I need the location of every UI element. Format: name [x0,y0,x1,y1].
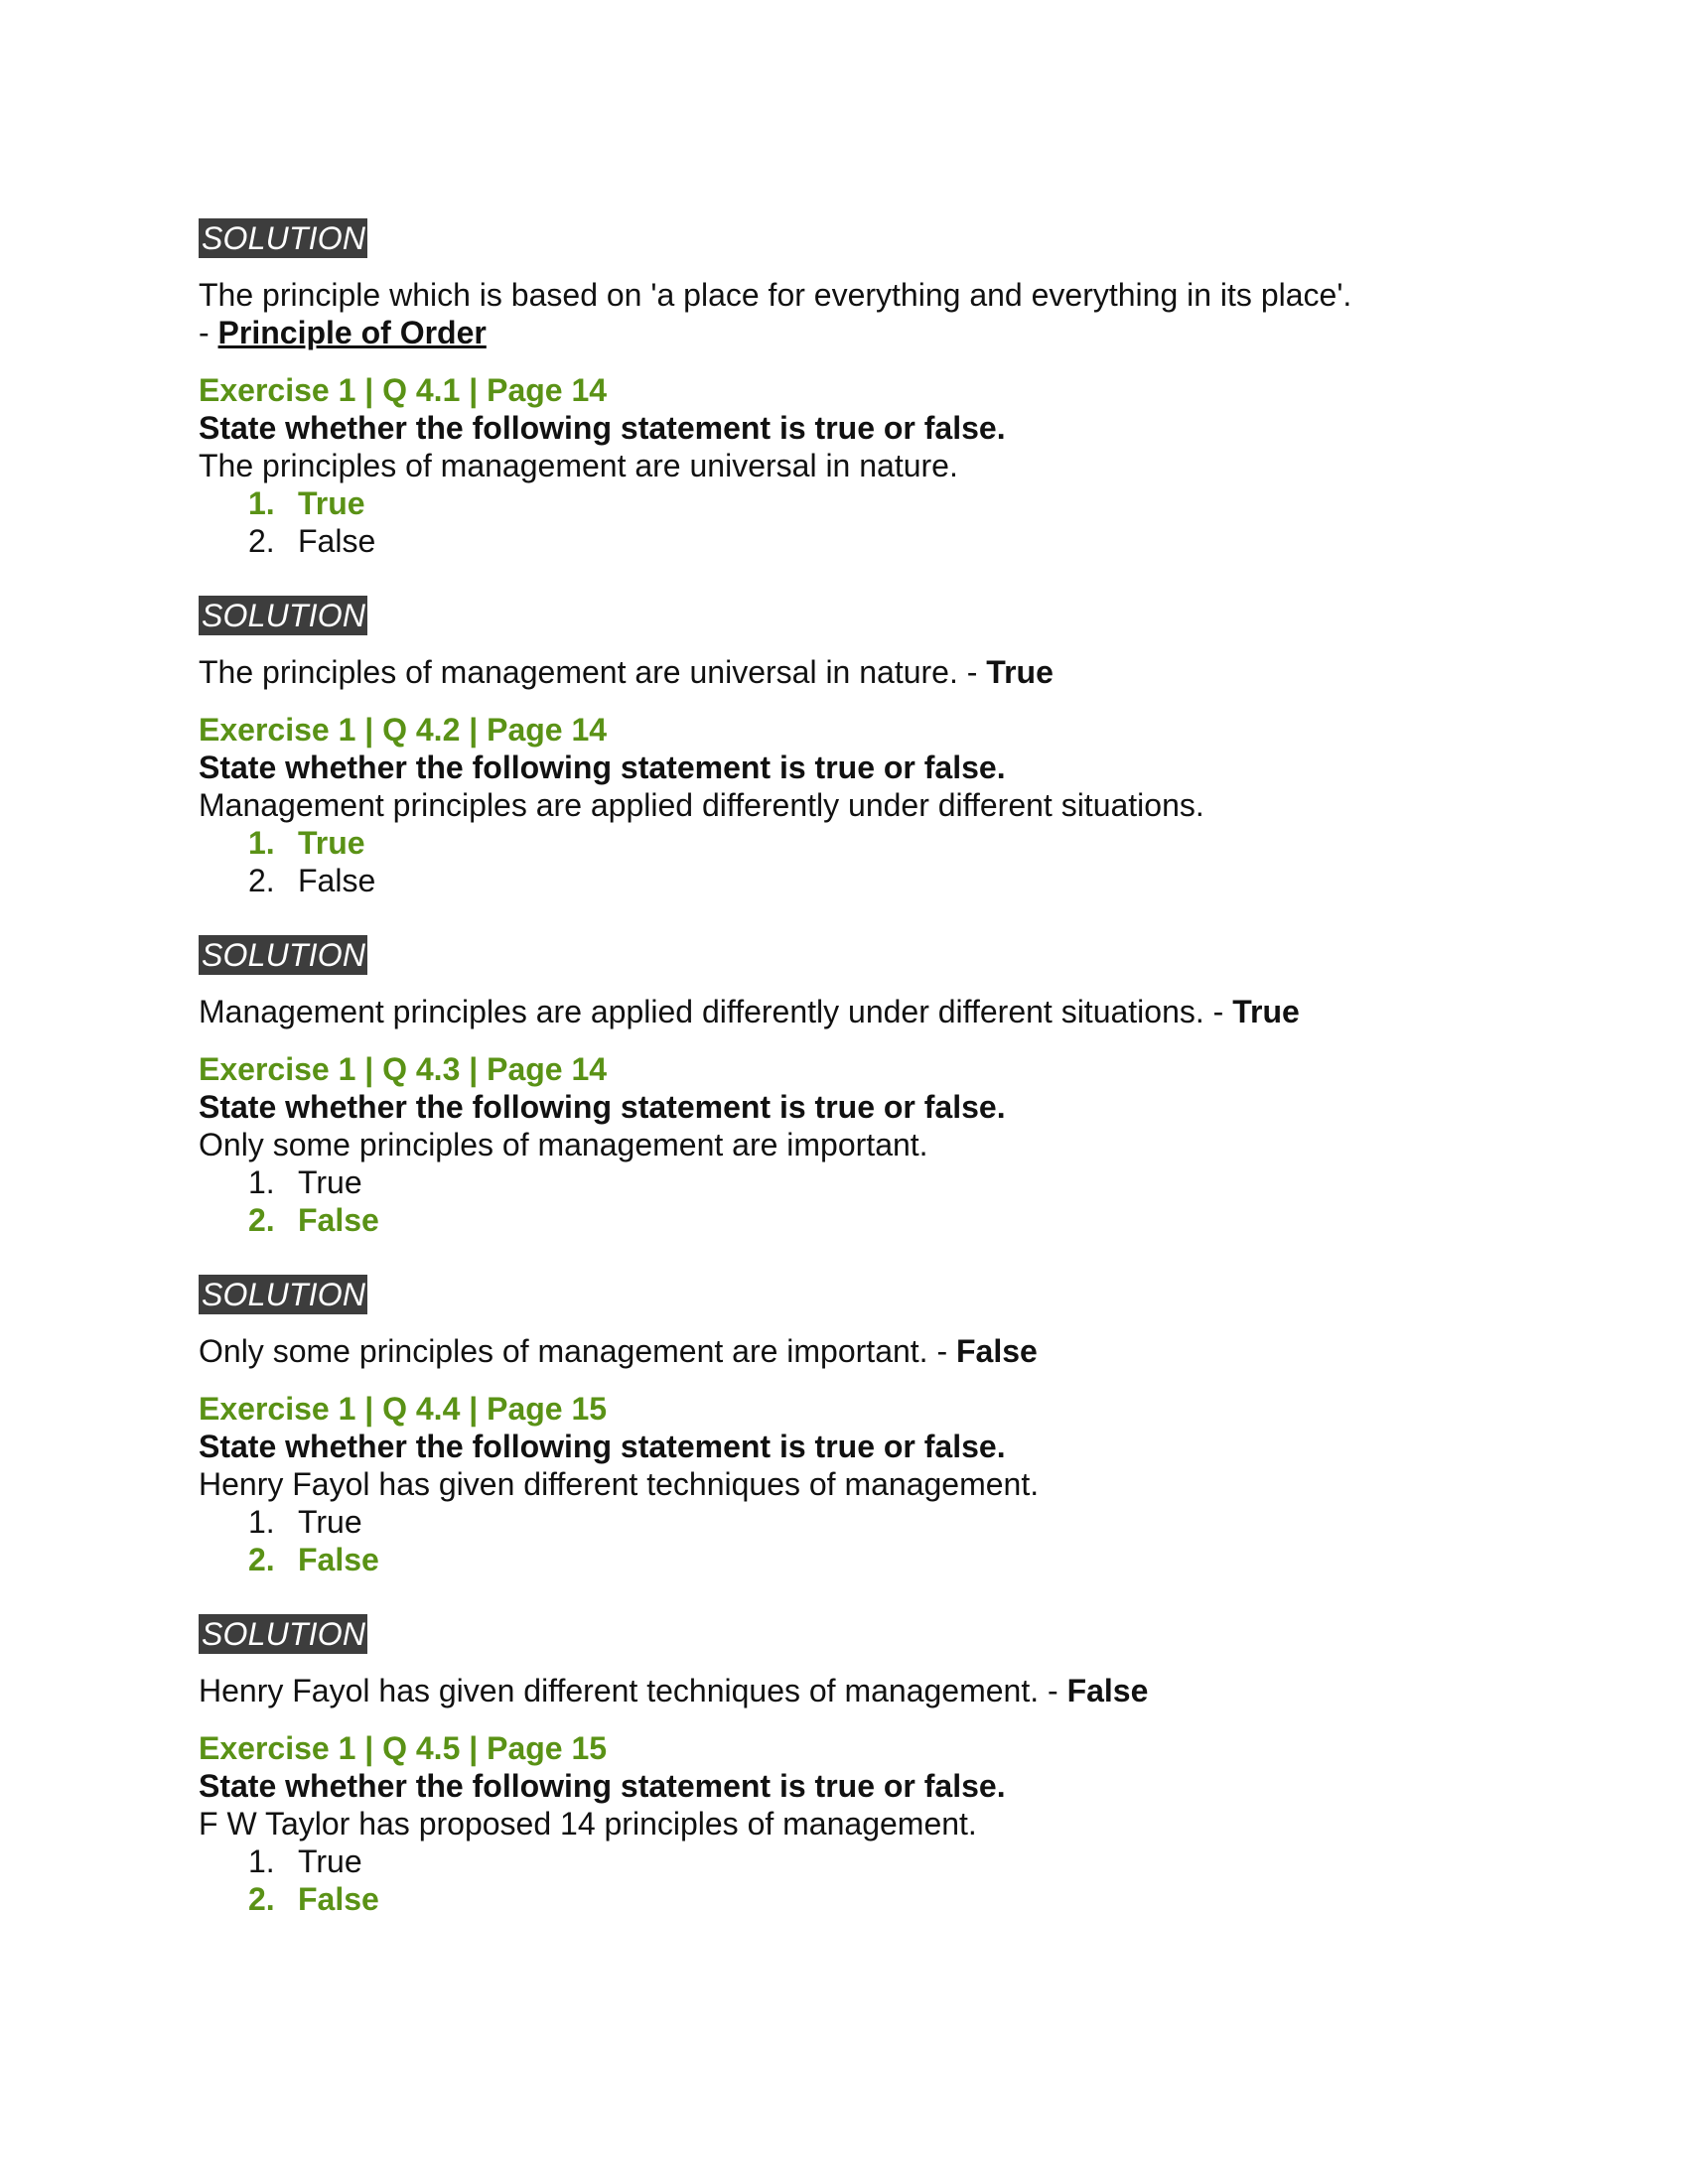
exercise-heading: Exercise 1 | Q 4.2 | Page 14 [199,712,608,748]
question-statement: F W Taylor has proposed 14 principles of management. [199,1806,977,1842]
option-label: True [298,485,365,521]
option-correct[interactable] [248,824,1509,862]
question-list [199,371,1509,1918]
option-label: False [298,1881,379,1917]
option-label: False [298,523,376,559]
option[interactable] [248,1163,1509,1201]
option-number: 2. [248,1881,275,1917]
solution-text [199,1672,1509,1709]
option-label: False [298,863,376,898]
option-number: 1. [248,485,275,521]
question-block [199,371,1509,711]
solution-text [199,653,1509,691]
exercise-heading: Exercise 1 | Q 4.5 | Page 15 [199,1730,608,1766]
option-correct[interactable] [248,1880,1509,1918]
solution-badge: SOLUTION [199,1275,367,1314]
solution-answer-line [199,314,1509,351]
option-number: 1. [248,1843,275,1879]
option-correct[interactable] [248,1541,1509,1578]
document-page [199,195,1509,1918]
question-prompt: State whether the following statement is true or false. [199,750,1006,785]
solution-text: The principle which is based on 'a place for everything and everything in its place'. [199,277,1352,313]
question-prompt: State whether the following statement is true or false. [199,410,1006,446]
question-prompt: State whether the following statement is true or false. [199,1429,1006,1464]
exercise-heading: Exercise 1 | Q 4.3 | Page 14 [199,1051,608,1087]
solution-text [199,993,1509,1030]
question-block [199,1390,1509,1729]
option-number: 1. [248,1504,275,1540]
solution-answer: True [986,654,1054,690]
option[interactable] [248,522,1509,560]
solution-answer: False [1066,1673,1149,1708]
option-label: False [298,1202,379,1238]
option-list [199,1843,1509,1918]
solution-statement: Henry Fayol has given different techniques of management. - [199,1673,1067,1708]
option[interactable] [248,1843,1509,1880]
exercise-heading: Exercise 1 | Q 4.4 | Page 15 [199,1391,608,1427]
solution-statement: Only some principles of management are important. - [199,1333,956,1369]
option[interactable] [248,1503,1509,1541]
option-correct[interactable] [248,1201,1509,1239]
option-number: 2. [248,523,275,559]
option-label: False [298,1542,379,1577]
option-list [199,1163,1509,1239]
option-number: 2. [248,1202,275,1238]
question-block [199,1729,1509,1918]
solution-badge: SOLUTION [199,935,367,975]
option-list [199,1503,1509,1578]
answer-prefix: - [199,315,218,350]
principle-of-order-link[interactable]: Principle of Order [217,315,487,350]
question-statement: The principles of management are universal in nature. [199,448,958,483]
exercise-heading: Exercise 1 | Q 4.1 | Page 14 [199,372,608,408]
option-number: 2. [248,1542,275,1577]
solution-badge: SOLUTION [199,596,367,635]
question-block [199,711,1509,1050]
question-statement: Management principles are applied differently under different situations. [199,787,1204,823]
option-number: 1. [248,1164,275,1200]
option-list [199,824,1509,899]
solution-statement: Management principles are applied differently under different situations. - [199,994,1233,1029]
intro-solution [199,218,1509,351]
option-label: True [298,825,365,861]
option-label: True [298,1164,362,1200]
solution-badge: SOLUTION [199,218,367,258]
solution-badge: SOLUTION [199,1614,367,1654]
question-statement: Only some principles of management are important. [199,1127,928,1162]
option-correct[interactable] [248,484,1509,522]
question-prompt: State whether the following statement is true or false. [199,1768,1006,1804]
solution-answer: True [1232,994,1300,1029]
solution-statement: The principles of management are universal in nature. - [199,654,987,690]
option-label: True [298,1504,362,1540]
option[interactable] [248,862,1509,899]
solution-answer: False [956,1333,1038,1369]
solution-text [199,1332,1509,1370]
option-number: 1. [248,825,275,861]
question-statement: Henry Fayol has given different techniques of management. [199,1466,1040,1502]
question-prompt: State whether the following statement is true or false. [199,1089,1006,1125]
option-number: 2. [248,863,275,898]
option-label: True [298,1843,362,1879]
option-list [199,484,1509,560]
question-block [199,1050,1509,1390]
